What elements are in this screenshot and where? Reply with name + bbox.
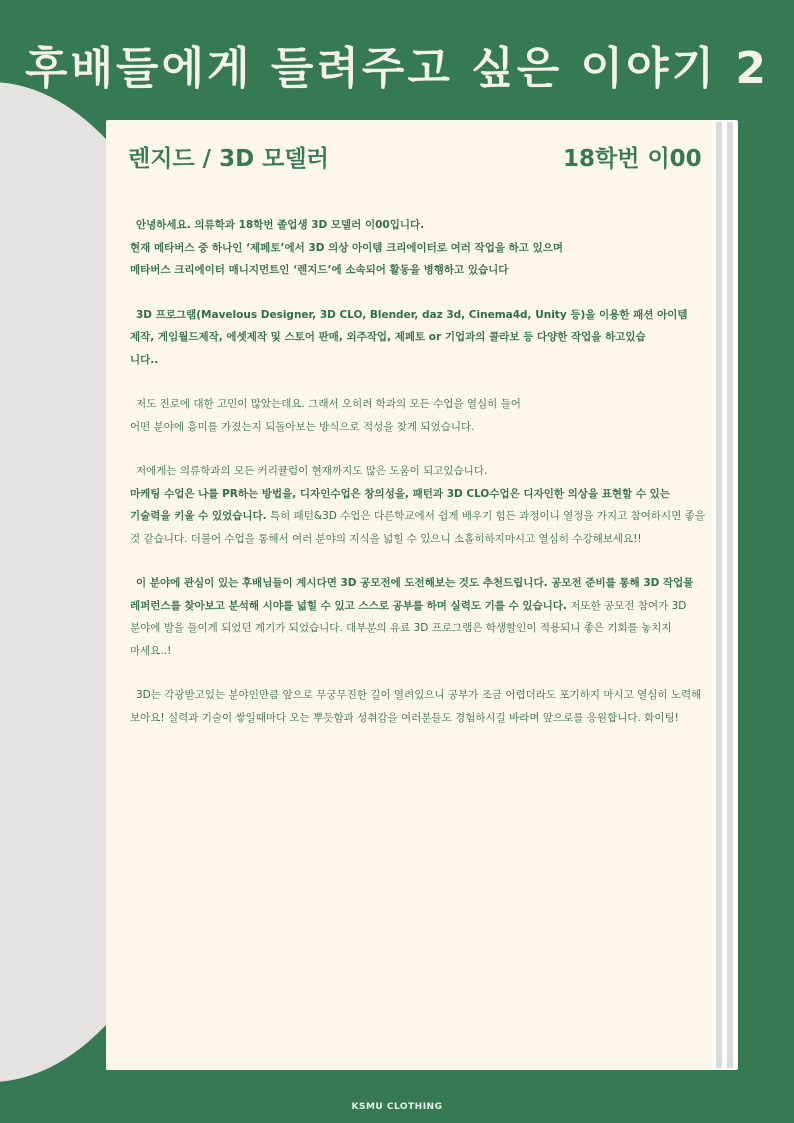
text-line: 저도 진로에 대한 고민이 많았는데요. 그래서 오히려 학과의 모든 수업을 열심히 들어 [136, 398, 521, 410]
text-emphasis: 마케팅 수업은 나를 PR하는 방법을, 디자인수업은 창의성을, 패턴과 3D CLO수업은 디자인한 의상을 표현할 수 있는 기술력을 키울 수 있었습니다. [130, 487, 670, 522]
text-line: 3D 프로그램(Mavelous Designer, 3D CLO, Blender, daz 3d, Cinema4d, Unity 등)을 이용한 패션 아이템 [136, 308, 688, 321]
text-line: 저에게는 의류학과의 모든 커리큘럼이 현재까지도 많은 도움이 되고있습니다. [136, 465, 488, 477]
text-line: 3D는 각광받고있는 분야인만큼 앞으로 무궁무진한 길이 열려있으니 공부가 조금 어렵더라도 포기하지 마시고 열심히 노력해 보아요! 실력과 기술이 쌓일때마다 오는 뿌듯함과 성취감을 여러분들도 경험하시길 바라며 앞으로를 응원합니다. 화이팅! [130, 689, 702, 724]
text-line: 메타버스 크리에이터 매니지먼트인 ‘렌지드’에 소속되어 활동을 병행하고 있습니다 [130, 264, 509, 276]
page-title: 후배들에게 들려주고 싶은 이야기 2 [25, 43, 769, 94]
footer-brand: KSMU CLOTHING [351, 1102, 443, 1112]
letter-body [130, 214, 708, 751]
paragraph-intro [130, 214, 708, 282]
text-regular: 저또한 공모전 참여가 3D 분야에 발을 들이게 되었던 계기가 되었습니다. 대부분의 유료 3D 프로그램은 학생할인이 적용되니 좋은 기회를 놓치지 마세요..! [130, 599, 687, 657]
paragraph-career [130, 393, 708, 438]
text-line: 어떤 분야에 흥미를 가졌는지 되돌아보는 방식으로 적성을 찾게 되었습니다. [130, 420, 475, 433]
text-line: 안녕하세요. 의류학과 18학번 졸업생 3D 모델러 이00입니다. [136, 219, 425, 231]
paragraph-work [130, 304, 708, 372]
text-line: 현재 메타버스 중 하나인 ‘제페토’에서 3D 의상 아이템 크리에이터로 여러 작업을 하고 있으며 [130, 241, 564, 254]
paragraph-closing [130, 684, 708, 729]
text-regular: 특히 패턴&3D 수업은 다른학교에서 쉽게 배우기 힘든 과정이니 열정을 가지고 참여하시면 좋을 것 같습니다. 더불어 수업을 통해서 여러 분야의 지식을 넓힐 수 있으니 소홀히하지마시고 열심히 수강해보세요!! [130, 510, 705, 545]
paragraph-curriculum [130, 460, 708, 550]
paragraph-contest [130, 572, 708, 662]
text-emphasis: 이 분야에 관심이 있는 후배님들이 계시다면 3D 공모전에 도전해보는 것도 추천드립니다. 공모전 준비를 통해 3D 작업물 레퍼런스를 찾아보고 분석해 시야를 넓힐 수 있고 스스로 공부를 하며 실력도 기를 수 있습니다. [130, 577, 694, 612]
paper-edge-line [727, 122, 733, 1068]
text-line: 제작, 게임월드제작, 에셋제작 및 스토어 판매, 외주작업, 제페토 or 기업과의 콜라보 등 다양한 작업을 하고있습 [130, 331, 646, 343]
text-line: 니다.. [130, 353, 159, 366]
author-id-heading: 18학번 이00 [563, 146, 702, 172]
author-role-heading: 렌지드 / 3D 모델러 [128, 146, 329, 172]
paper-edge-line [716, 122, 722, 1068]
